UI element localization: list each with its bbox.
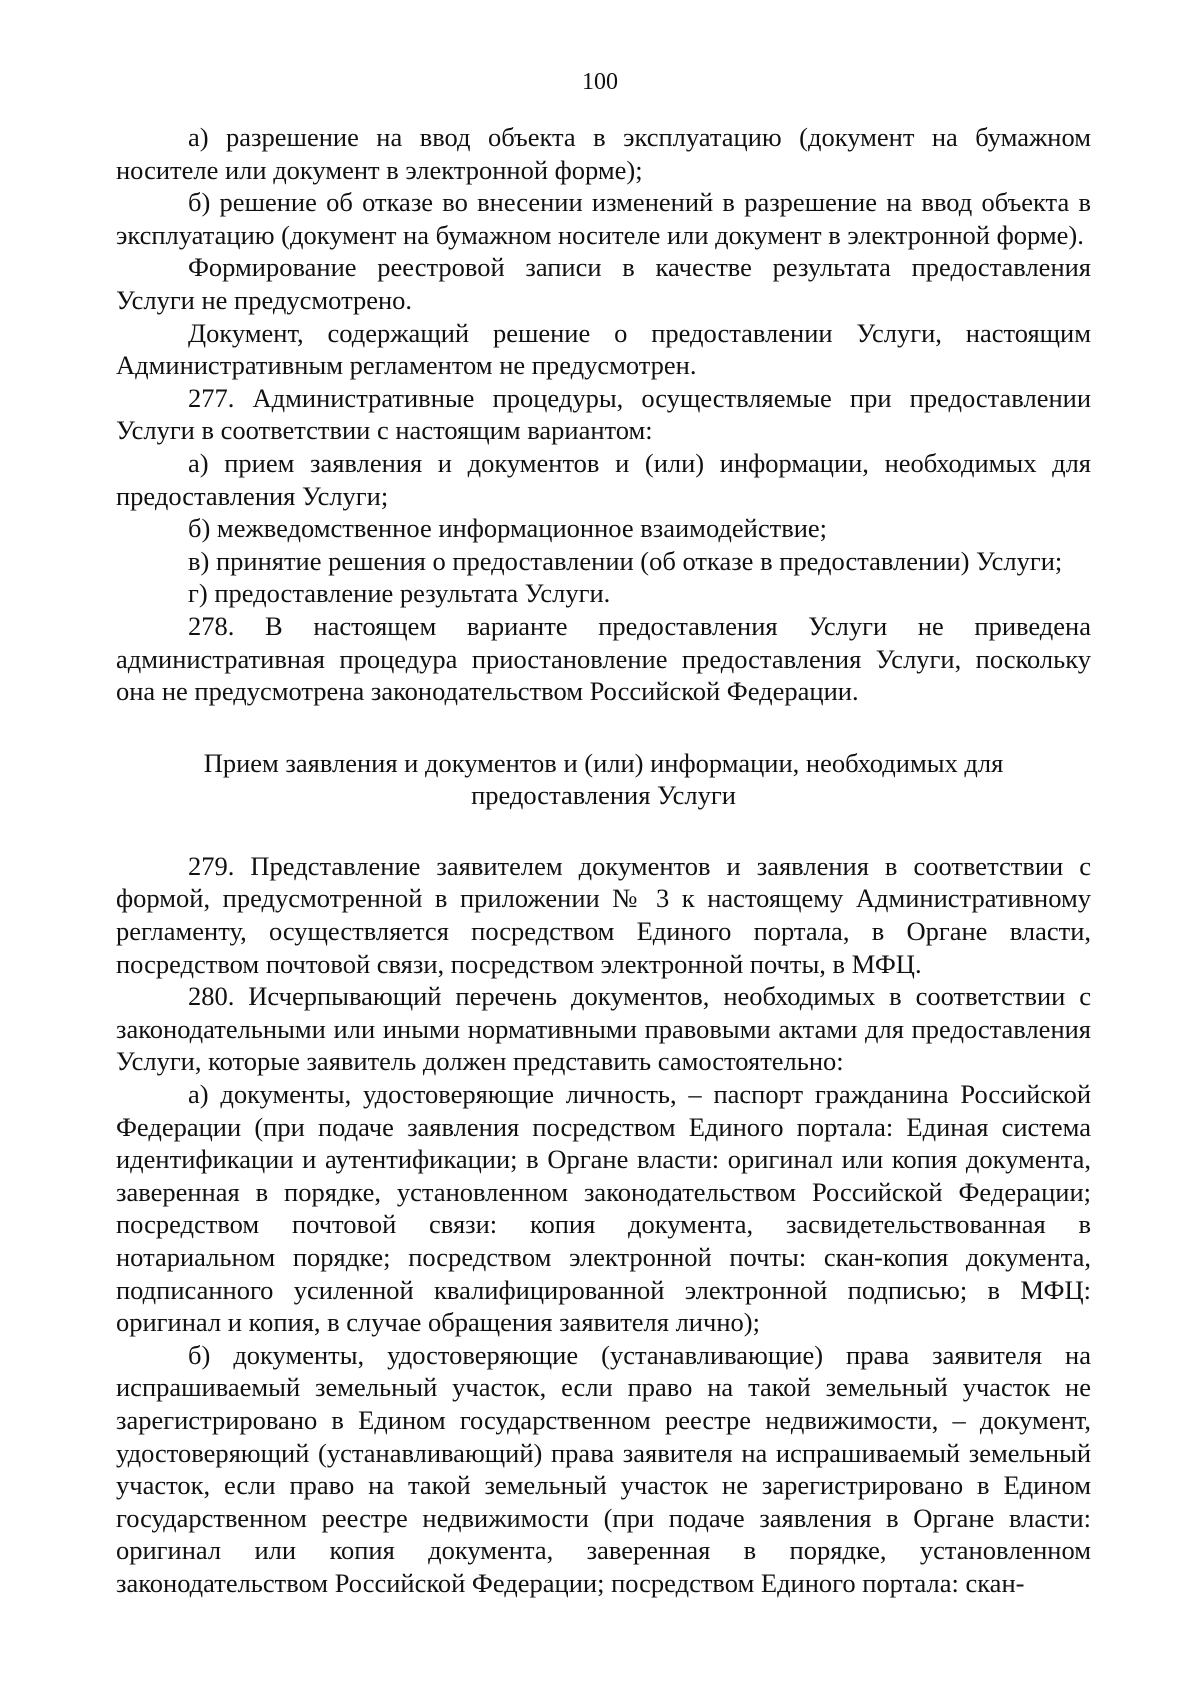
section-heading (116, 747, 1091, 812)
section-heading-line-2: предоставления Услуги (471, 780, 736, 811)
paragraph-result-b: б) решение об отказе во внесении изменений в разрешение на ввод объекта в эксплуатацию (документ на бумажном носителе или документ в электронной форме). (116, 187, 1091, 250)
paragraph-277-d: г) предоставление результата Услуги. (188, 578, 611, 609)
paragraph-277-a: а) прием заявления и документов и (или) информации, необходимых для предоставления Услуги; (116, 447, 1091, 511)
paragraph-280: 280. Исчерпывающий перечень документов, необходимых в соответствии с законодательными или иными нормативными правовыми актами для предоставления Услуги, которые заявитель должен представить самостоятельно: (116, 981, 1091, 1077)
paragraph-280-a: а) документы, удостоверяющие личность, – паспорт гражданина Российской Федерации (при подаче заявления посредством Единого портала: Единая система идентификации и аутентификации; в Органе власти: оригинал или копия документа, заверенная в порядке, установленном законодательством Российской Федерации; посредством почтовой связи: копия документа, засвидетельствованная в нотариальном порядке; посредством электронной почты: скан-копия документа, подписанного усиленной квалифицированной электронной подписью; в МФЦ: оригинал и копия, в случае обращения заявителя лично); (116, 1079, 1091, 1338)
paragraph-277: 277. Административные процедуры, осуществляемые при предоставлении Услуги в соответствии с настоящим вариантом: (116, 382, 1091, 446)
page-number: 100 (582, 69, 618, 95)
section-heading-line-1: Прием заявления и документов и (или) информации, необходимых для (203, 747, 1004, 778)
paragraph-decision-document: Документ, содержащий решение о предоставлении Услуги, настоящим Административным регламентом не предусмотрен. (116, 317, 1091, 381)
paragraph-280-b: б) документы, удостоверяющие (устанавливающие) права заявителя на испрашиваемый земельный участок, если право на такой земельный участок не зарегистрировано в Едином государственном реестре недвижимости, – документ, удостоверяющий (устанавливающий) права заявителя на испрашиваемый земельный участок, если право на такой земельный участок не зарегистрировано в Едином государственном реестре недвижимости (при подаче заявления в Органе власти: оригинал или копия документа, заверенная в порядке, установленном законодательством Российской Федерации; посредством Единого портала: скан- (116, 1339, 1091, 1598)
paragraph-result-a: а) разрешение на ввод объекта в эксплуатацию (документ на бумажном носителе или документ в электронной форме); (116, 122, 1091, 185)
paragraph-277-b: б) межведомственное информационное взаимодействие; (188, 513, 828, 544)
paragraph-277-c: в) принятие решения о предоставлении (об отказе в предоставлении) Услуги; (188, 545, 1063, 576)
paragraph-279: 279. Представление заявителем документов и заявления в соответствии с формой, предусмотренной в приложении № 3 к настоящему Административному регламенту, осуществляется посредством Единого портала, в Органе власти, посредством почтовой связи, посредством электронной почты, в МФЦ. (116, 850, 1091, 979)
paragraph-registry-record: Формирование реестровой записи в качестве результата предоставления Услуги не предусмотрено. (116, 252, 1091, 315)
paragraph-278: 278. В настоящем варианте предоставления Услуги не приведена административная процедура приостановление предоставления Услуги, поскольку она не предусмотрена законодательством Российской Федерации. (116, 610, 1091, 707)
document-body (116, 121, 1091, 1600)
